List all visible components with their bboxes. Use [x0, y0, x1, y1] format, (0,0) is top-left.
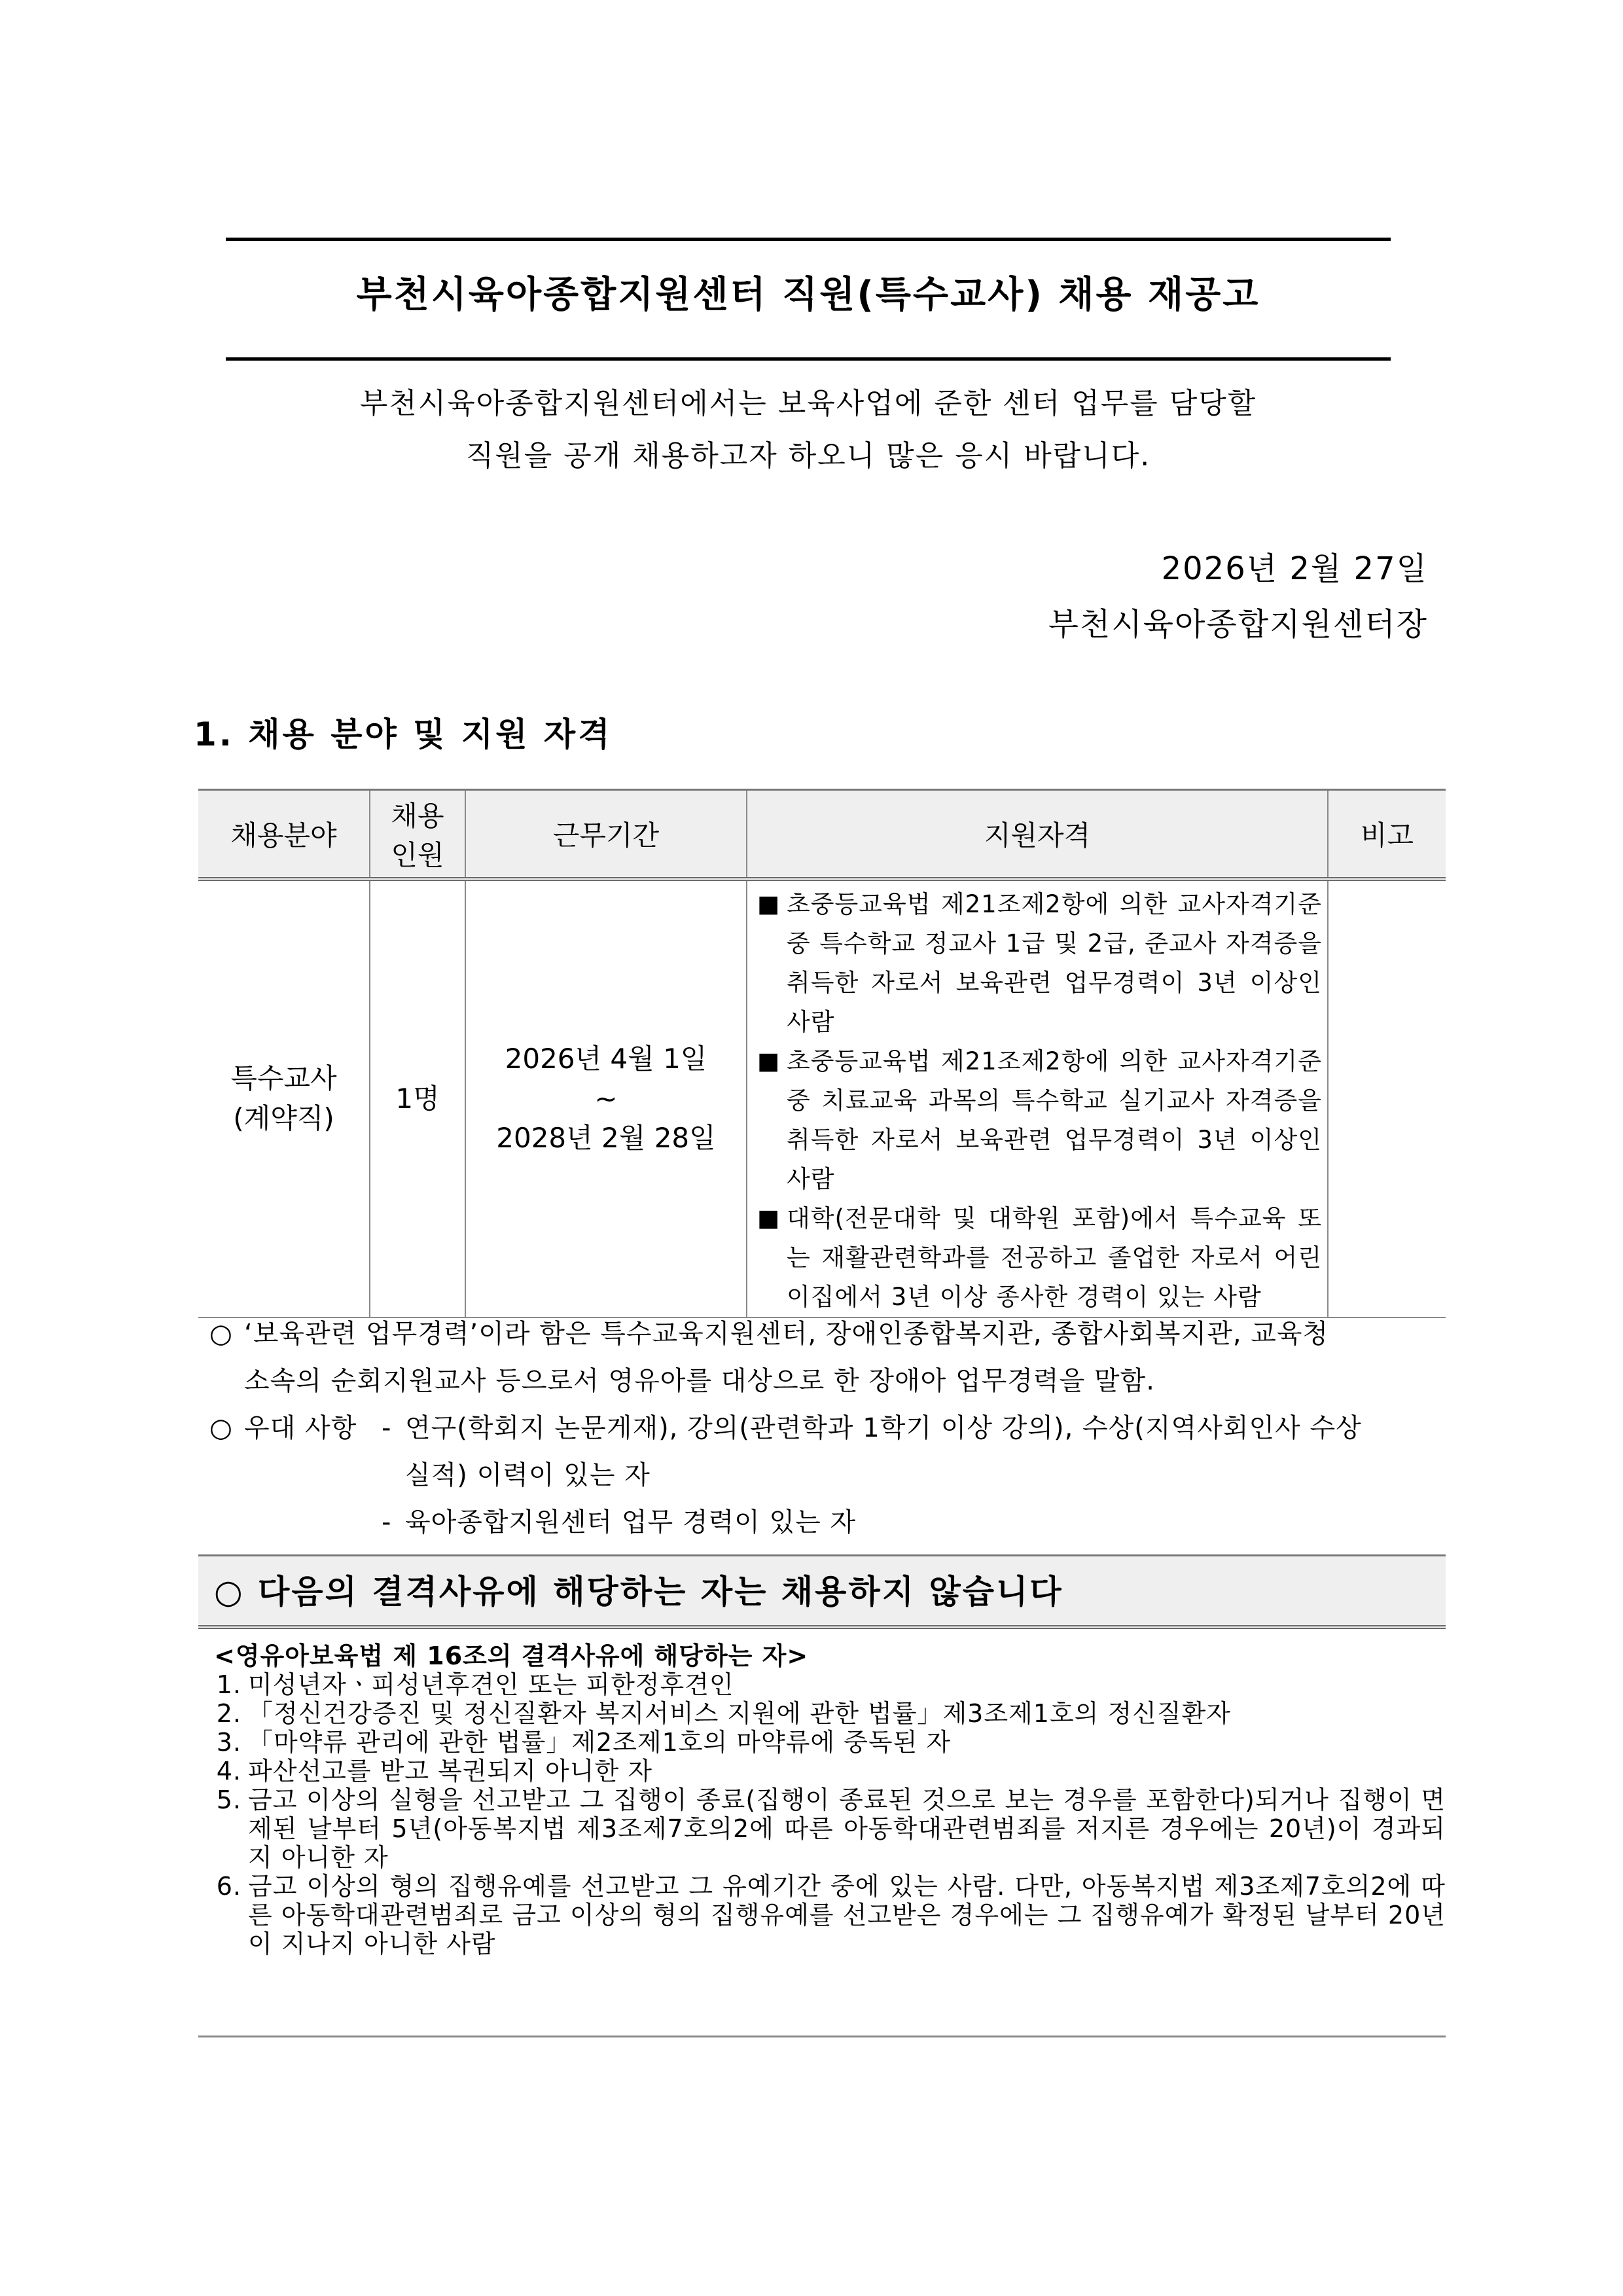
square-bullet-icon: ■: [757, 1205, 779, 1232]
cell-period: 2026년 4월 1일 ~ 2028년 2월 28일: [465, 879, 747, 1318]
square-bullet-icon: ■: [757, 891, 779, 918]
title-rule-top: [226, 238, 1391, 241]
disqualification-subheading: <영유아보육법 제 16조의 결격사유에 해당하는 자>: [214, 1641, 809, 1670]
disqualification-heading: ○ 다음의 결격사유에 해당하는 자는 채용하지 않습니다: [198, 1554, 1446, 1629]
cell-note: [1328, 879, 1446, 1318]
notes-block: ○ ‘보육관련 업무경력’이라 함은 특수교육지원센터, 장애인종합복지관, 종합사회복지관, 교육청 소속의 순회지원교사 등으로서 영유아를 대상으로 한 장애아 업무경력을 말함. ○ 우대 사항 - 연구(학회지 논문게재), 강의(관련학과 1학기 이상 강의), 수상(지역사회인사 수상 실적) 이력이 있는 자 - 육아종합지원센터 업무 경력이 있는 자: [198, 1310, 1446, 1546]
table-header-row: [198, 790, 1446, 880]
qualification-item: ■ 초중등교육법 제21조제2항에 의한 교사자격기준 중 치료교육 과목의 특수학교 실기교사 자격증을 취득한 자로서 보육관련 업무경력이 3년 이상인 사람: [750, 1042, 1322, 1199]
header-period: 근무기간: [465, 790, 747, 880]
list-item: 6. 금고 이상의 형의 집행유예를 선고받고 그 유예기간 중에 있는 사람. 다만, 아동복지법 제3조제7호의2에 따른 아동학대관련범죄로 금고 이상의 형의 집행유예를 선고받은 경우에는 그 집행유예가 확정된 날부터 20년이 지나지 아니한 사람: [216, 1872, 1446, 1958]
list-item: 1. 미성년자ㆍ피성년후견인 또는 피한정후견인: [216, 1670, 734, 1699]
recruitment-table: [198, 789, 1446, 1318]
circle-bullet-icon: ○: [209, 1319, 233, 1349]
header-qualification: 지원자격: [747, 790, 1328, 880]
cell-field: 특수교사 (계약직): [198, 879, 370, 1318]
header-count: 채용 인원: [370, 790, 465, 880]
notice-date: 2026년 2월 27일: [1161, 550, 1428, 587]
intro-line-2: 직원을 공개 채용하고자 하오니 많은 응시 바랍니다.: [465, 439, 1151, 473]
list-item: 4. 파산선고를 받고 복권되지 아니한 자: [216, 1757, 652, 1785]
list-item: 3. 「마약류 관리에 관한 법률」제2조제1호의 마약류에 중독된 자: [216, 1728, 952, 1757]
qualification-item: ■ 초중등교육법 제21조제2항에 의한 교사자격기준 중 특수학교 정교사 1급 및 2급, 준교사 자격증을 취득한 자로서 보육관련 업무경력이 3년 이상인 사람: [750, 885, 1322, 1042]
header-field: 채용분야: [198, 790, 370, 880]
career-note: ○ ‘보육관련 업무경력’이라 함은 특수교육지원센터, 장애인종합복지관, 종합사회복지관, 교육청: [198, 1310, 1446, 1357]
disqualification-list: [198, 1641, 1446, 1958]
cell-qualifications: [747, 879, 1328, 1318]
cell-count: 1명: [370, 879, 465, 1318]
intro-line-1: 부천시육아종합지원센터에서는 보육사업에 준한 센터 업무를 담당할: [359, 387, 1257, 420]
list-item: 2. 「정신건강증진 및 정신질환자 복지서비스 지원에 관한 법률」제3조제1호의 정신질환자: [216, 1699, 1231, 1728]
preference-item-2: - 육아종합지원센터 업무 경력이 있는 자: [382, 1507, 857, 1537]
square-bullet-icon: ■: [757, 1048, 779, 1075]
preference-note: ○ 우대 사항 - 연구(학회지 논문게재), 강의(관련학과 1학기 이상 강의), 수상(지역사회인사 수상: [198, 1405, 1446, 1452]
section-heading: 1. 채용 분야 및 지원 자격: [194, 715, 613, 753]
bottom-rule: [198, 2036, 1446, 2037]
qualification-item: ■ 대학(전문대학 및 대학원 포함)에서 특수교육 또는 재활관련학과를 전공하고 졸업한 자로서 어린이집에서 3년 이상 종사한 경력이 있는 사람: [750, 1199, 1322, 1317]
notice-issuer: 부천시육아종합지원센터장: [1048, 606, 1428, 643]
list-item: 5. 금고 이상의 실형을 선고받고 그 집행이 종료(집행이 종료된 것으로 보는 경우를 포함한다)되거나 집행이 면제된 날부터 5년(아동복지법 제3조제7호의2에 따른 아동학대관련범죄를 저지른 경우에는 20년)이 경과되지 아니한 자: [216, 1785, 1446, 1872]
table-row: [198, 879, 1446, 1318]
header-note: 비고: [1328, 790, 1446, 880]
title-rule-bottom: [226, 357, 1391, 361]
page-title: 부천시육아종합지원센터 직원(특수교사) 채용 재공고: [356, 274, 1260, 316]
circle-bullet-icon: ○: [209, 1413, 233, 1443]
